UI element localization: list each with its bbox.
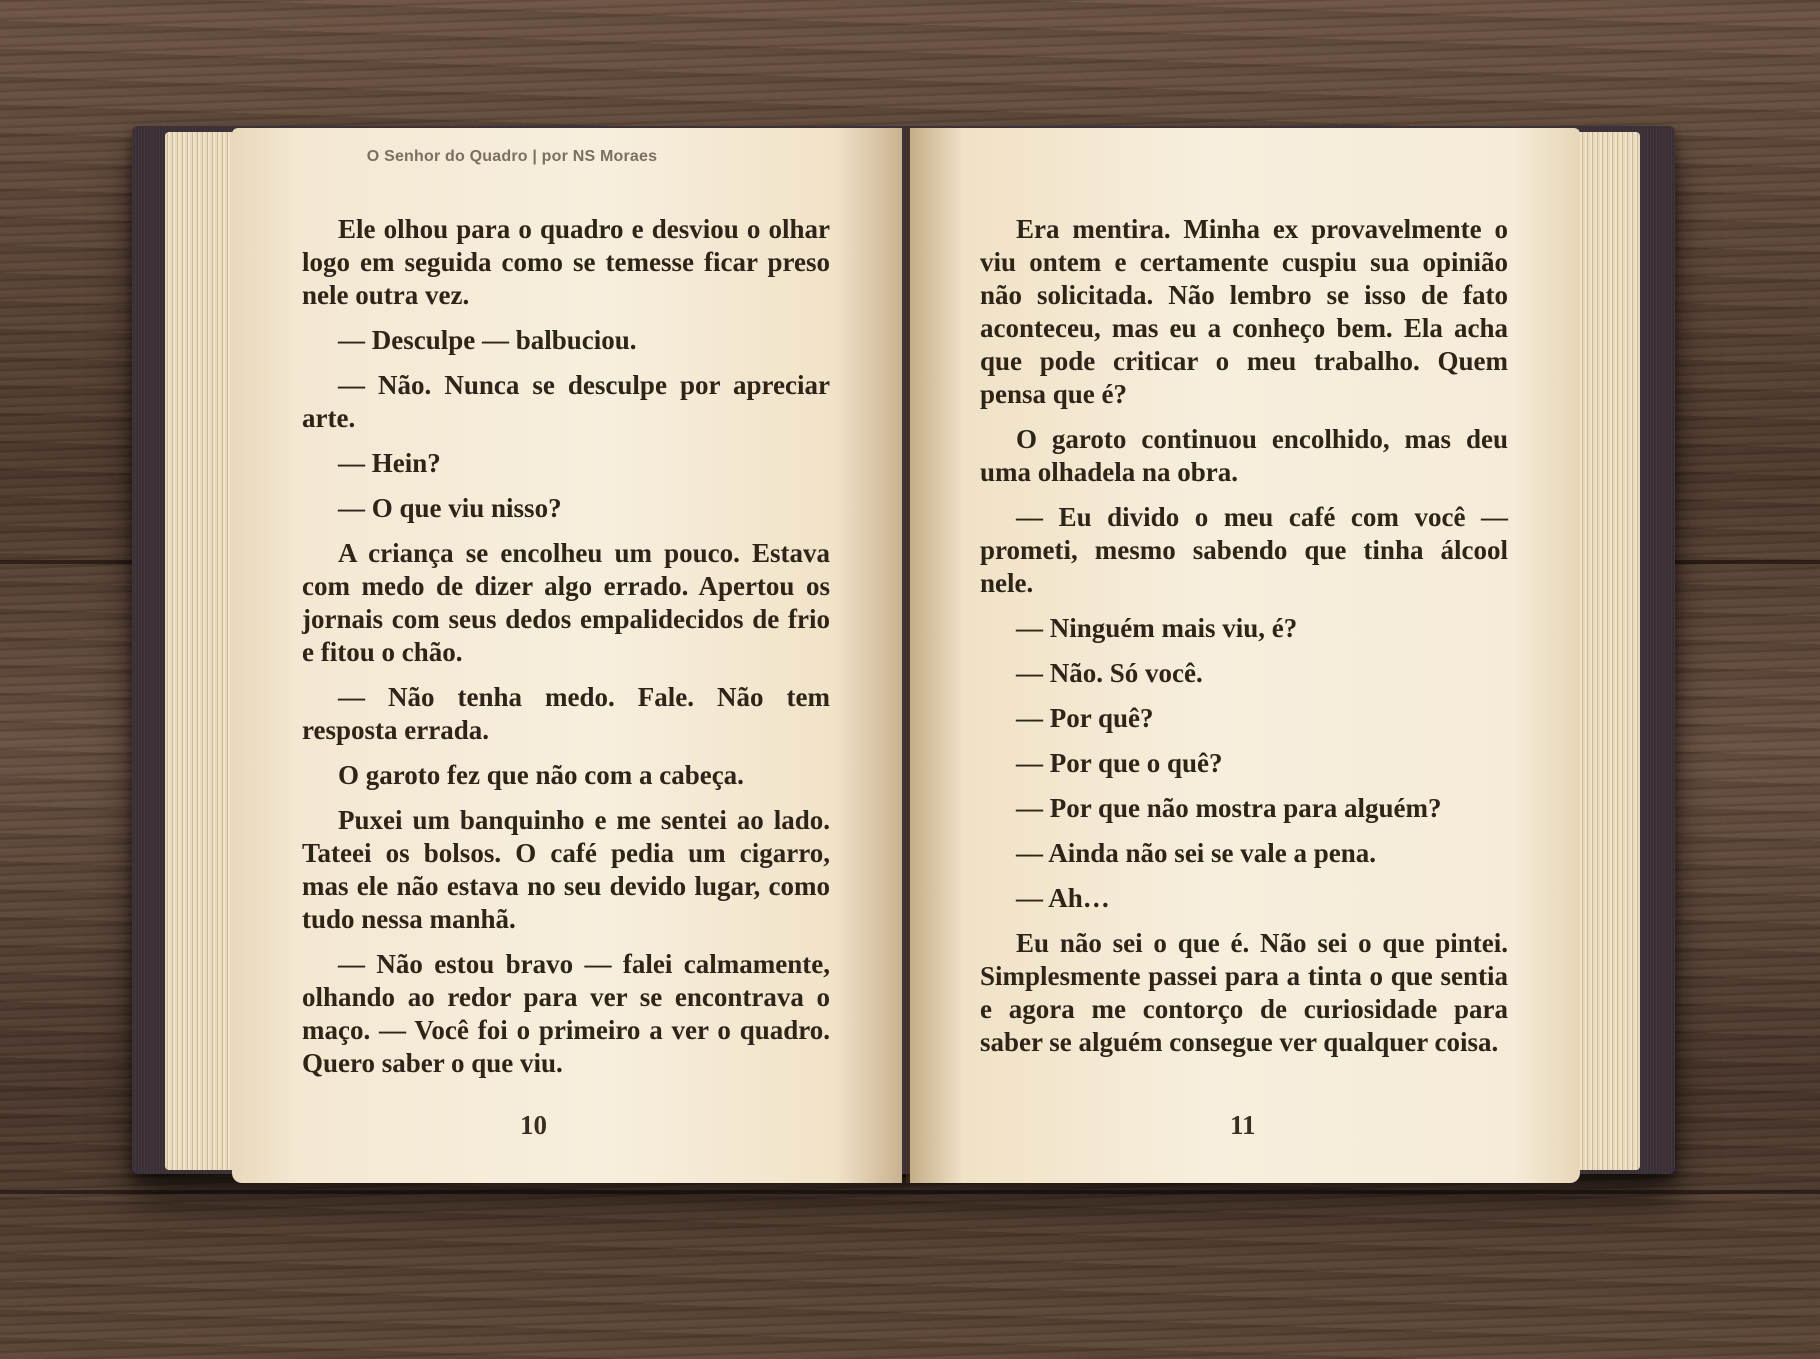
paragraph: — Ah… [1016,883,1110,913]
paragraph: — Ninguém mais viu, é? [1016,613,1298,643]
paragraph: — Ainda não sei se vale a pena. [1016,838,1377,868]
paragraph: O garoto fez que não com a cabeça. [338,760,744,790]
paragraph: — Não. Nunca se desculpe por apreciar arte. [302,370,830,433]
paragraph: Puxei um banquinho e me sentei ao lado. Tateei os bolsos. O café pedia um cigarro, mas ele não estava no seu devido lugar, como tudo nessa manhã. [302,805,830,934]
right-page [910,128,1580,1183]
paragraph: O garoto continuou encolhido, mas deu uma olhadela na obra. [980,424,1508,487]
paragraph: — Hein? [338,448,441,478]
paragraph: — Não tenha medo. Fale. Não tem resposta errada. [302,682,830,745]
paragraph: Eu não sei o que é. Não sei o que pintei. Simplesmente passei para a tinta o que sentia e agora me contorço de curiosidade para saber se alguém consegue ver qualquer coisa. [980,928,1508,1057]
wood-plank-seam [0,1190,1820,1194]
book-spine-gutter [906,128,910,1183]
paragraph: — Desculpe — balbuciou. [338,325,637,355]
paragraph: Era mentira. Minha ex provavelmente o viu ontem e certamente cuspiu sua opinião não solicitada. Não lembro se isso de fato aconteceu, mas eu a conheço bem. Ela acha que pode criticar o meu trabalho. Quem pensa que é? [980,214,1508,409]
right-page-text [980,213,1508,1071]
paragraph: — Por que não mostra para alguém? [1016,793,1442,823]
paragraph: — Eu divido o meu café com você — prometi, mesmo sabendo que tinha álcool nele. [980,502,1508,598]
running-head: O Senhor do Quadro | por NS Moraes [366,148,658,165]
left-page-text [302,213,830,1092]
page-number: 10 [520,1110,547,1140]
paragraph: — Não estou bravo — falei calmamente, olhando ao redor para ver se encontrava o maço. — Você foi o primeiro a ver o quadro. Quero saber o que viu. [302,949,830,1078]
left-page [232,128,902,1183]
paragraph: — Por que o quê? [1016,748,1223,778]
paragraph: — Por quê? [1016,703,1154,733]
paragraph: — O que viu nisso? [338,493,562,523]
page-number: 11 [1230,1110,1256,1140]
paragraph: Ele olhou para o quadro e desviou o olhar logo em seguida como se temesse ficar preso nele outra vez. [302,214,830,310]
paragraph: A criança se encolheu um pouco. Estava com medo de dizer algo errado. Apertou os jornais com seus dedos empalidecidos de frio e fitou o chão. [302,538,830,667]
paragraph: — Não. Só você. [1016,658,1203,688]
